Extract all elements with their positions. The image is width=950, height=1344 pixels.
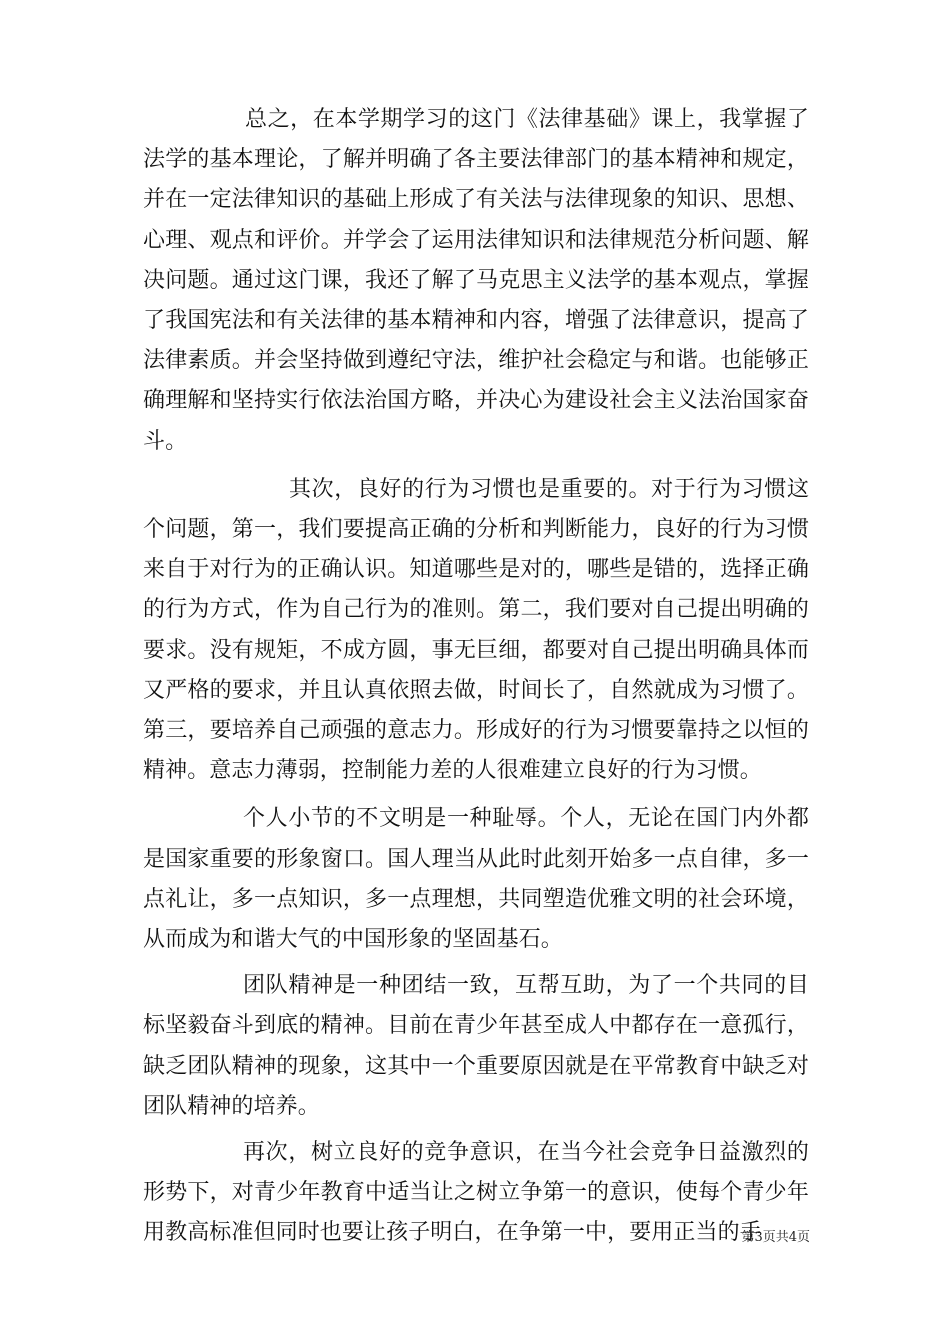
document-body [143, 100, 809, 1254]
paragraph-2: 其次，良好的行为习惯也是重要的。对于行为习惯这个问题，第一，我们要提高正确的分析和判断能力，良好的行为习惯来自于对行为的正确认识。知道哪些是对的，哪些是错的，选择正确的行为方式，作为自己行为的准则。第二，我们要对自己提出明确的要求。没有规矩，不成方圆，事无巨细，都要对自己提出明确具体而又严格的要求，并且认真依照去做，时间长了，自然就成为习惯了。第三，要培养自己顽强的意志力。形成好的行为习惯要靠持之以恒的精神。意志力薄弱，控制能力差的人很难建立良好的行为习惯。 [143, 476, 809, 784]
paragraph-3: 个人小节的不文明是一种耻辱。个人，无论在国门内外都是国家重要的形象窗口。国人理当从此时此刻开始多一点自律，多一点礼让，多一点知识，多一点理想，共同塑造优雅文明的社会环境，从而成为和谐大气的中国形象的坚固基石。 [143, 806, 809, 953]
paragraph-1: 总之，在本学期学习的这门《法律基础》课上，我掌握了法学的基本理论，了解并明确了各主要法律部门的基本精神和规定，并在一定法律知识的基础上形成了有关法与法律现象的知识、思想、心理、观点和评价。并学会了运用法律知识和法律规范分析问题、解决问题。通过这门课，我还了解了马克思主义法学的基本观点，掌握了我国宪法和有关法律的基本精神和内容，增强了法律意识，提高了法律素质。并会坚持做到遵纪守法，维护社会稳定与和谐。也能够正确理解和坚持实行依法治国方略，并决心为建设社会主义法治国家奋斗。 [143, 107, 809, 454]
page-number-footer: 第3页共4页 [741, 1230, 810, 1245]
paragraph-5: 再次，树立良好的竞争意识，在当今社会竞争日益激烈的形势下，对青少年教育中适当让之树立争第一的意识，使每个青少年用教高标准但同时也要让孩子明白，在争第一中，要用正当的手 [143, 1140, 809, 1246]
paragraph-4: 团队精神是一种团结一致，互帮互助，为了一个共同的目标坚毅奋斗到底的精神。目前在青少年甚至成人中都存在一意孤行，缺乏团队精神的现象，这其中一个重要原因就是在平常教育中缺乏对团队精神的培养。 [143, 973, 809, 1119]
